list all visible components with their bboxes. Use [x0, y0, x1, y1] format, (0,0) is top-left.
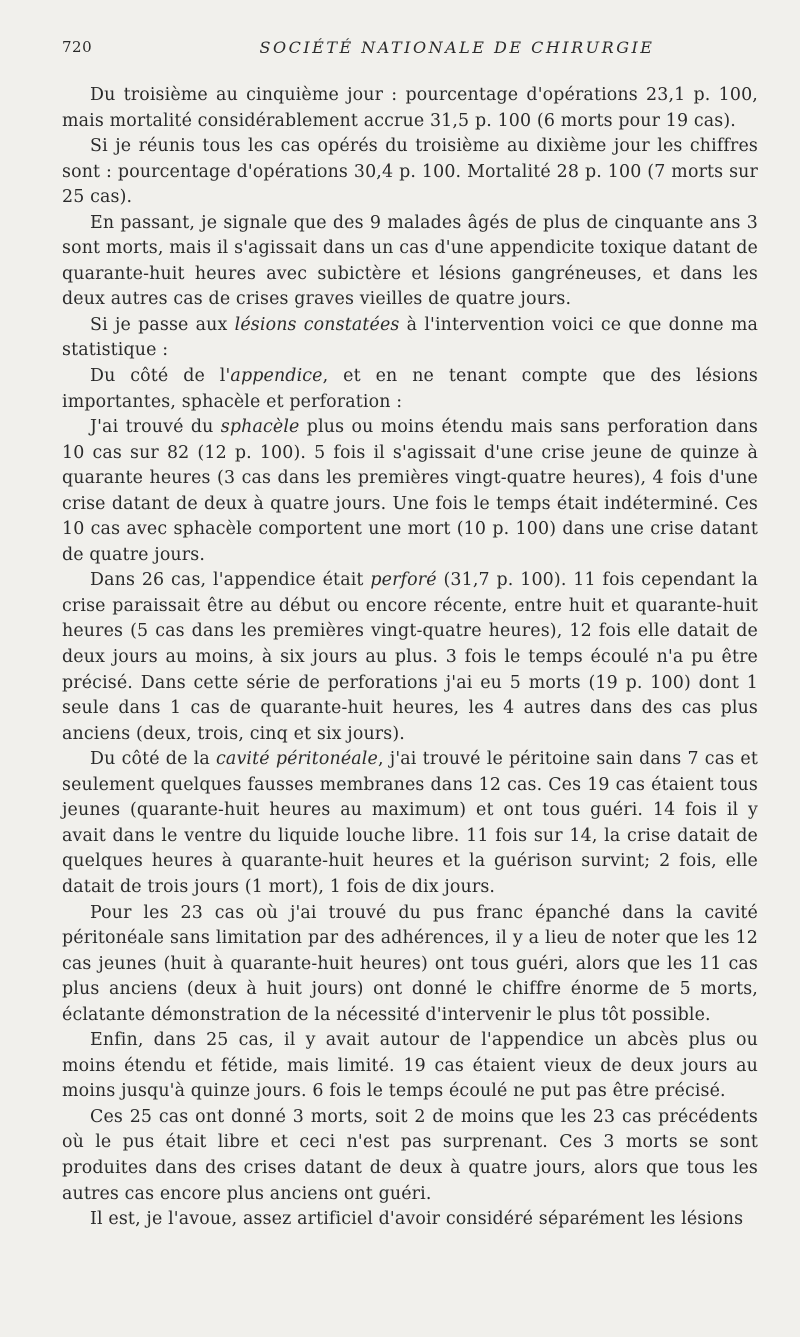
running-title: SOCIÉTÉ NATIONALE DE CHIRURGIE	[259, 38, 655, 57]
italic-term: cavité péritonéale	[216, 749, 378, 770]
body-text	[62, 83, 758, 1233]
paragraph: Si je passe aux lésions constatées à l'intervention voici ce que donne ma statistique :	[62, 314, 758, 361]
paragraph: En passant, je signale que des 9 malades âgés de plus de cinquante ans 3 sont morts, mais il s'agissait dans un cas d'une appendicite toxique datant de quarante-huit heures avec subictère et lésions gangréneuses, et dans les deux autres cas de crises graves vieilles de quatre jours.	[62, 212, 758, 310]
paragraph: Pour les 23 cas où j'ai trouvé du pus franc épanché dans la cavité péritonéale sans limitation par des adhérences, il y a lieu de noter que les 12 cas jeunes (huit à quarante-huit heures) ont tous guéri, alors que les 11 cas plus anciens (deux à huit jours) ont donné le chiffre énorme de 5 morts, éclatante démonstration de la nécessité d'intervenir le plus tôt possible.	[62, 902, 758, 1025]
page-header	[62, 38, 762, 62]
paragraph: J'ai trouvé du sphacèle plus ou moins étendu mais sans perforation dans 10 cas sur 82 (12 p. 100). 5 fois il s'agissait d'une crise jeune de quinze à quarante heures (3 cas dans les premières vingt-quatre heures), 4 fois d'une crise datant de deux à quatre jours. Une fois le temps était indéterminé. Ces 10 cas avec sphacèle comportent une mort (10 p. 100) dans une crise datant de quatre jours.	[62, 417, 758, 565]
italic-term: perforé	[370, 570, 437, 591]
italic-term: sphacèle	[220, 417, 300, 438]
paragraph: Du troisième au cinquième jour : pourcentage d'opérations 23,1 p. 100, mais mortalité considérablement accrue 31,5 p. 100 (6 morts pour 19 cas).	[62, 85, 758, 131]
paragraph: Enfin, dans 25 cas, il y avait autour de l'appendice un abcès plus ou moins étendu et fétide, mais limité. 19 cas étaient vieux de deux jours au moins jusqu'à quinze jours. 6 fois le temps écoulé ne put pas être précisé.	[62, 1030, 758, 1102]
paragraph: Ces 25 cas ont donné 3 morts, soit 2 de moins que les 23 cas précédents où le pus était libre et ceci n'est pas surprenant. Ces 3 morts se sont produites dans des crises datant de deux à quatre jours, alors que tous les autres cas encore plus anciens ont guéri.	[62, 1106, 758, 1204]
italic-term: lésions constatées	[234, 314, 400, 335]
paragraph: Du côté de l'appendice, et en ne tenant compte que des lésions importantes, sphacèle et perforation :	[62, 366, 758, 412]
paragraph: Dans 26 cas, l'appendice était perforé (31,7 p. 100). 11 fois cependant la crise paraissait être au début ou encore récente, entre huit et quarante-huit heures (5 cas dans les premières vingt-quatre heures), 12 fois elle datait de deux jours au moins, à six jours au plus. 3 fois le temps écoulé n'a pu être précisé. Dans cette série de perforations j'ai eu 5 morts (19 p. 100) dont 1 seule dans 1 cas de quarante-huit heures, les 4 autres dans des cas plus anciens (deux, trois, cinq et six jours).	[62, 570, 758, 744]
paragraph: Il est, je l'avoue, assez artificiel d'avoir considéré séparément les lésions	[90, 1209, 744, 1230]
paragraph: Si je réunis tous les cas opérés du troisième au dixième jour les chiffres sont : pourcentage d'opérations 30,4 p. 100. Mortalité 28 p. 100 (7 morts sur 25 cas).	[62, 136, 758, 208]
italic-term: appendice	[230, 366, 323, 387]
page-number: 720	[62, 38, 93, 56]
paragraph: Du côté de la cavité péritonéale, j'ai trouvé le péritoine sain dans 7 cas et seulement quelques fausses membranes dans 12 cas. Ces 19 cas étaient tous jeunes (quarante-huit heures au maximum) et ont tous guéri. 14 fois il y avait dans le ventre du liquide louche libre. 11 fois sur 14, la crise datait de quelques heures à quarante-huit heures et la guérison survint; 2 fois, elle datait de trois jours (1 mort), 1 fois de dix jours.	[62, 749, 759, 897]
